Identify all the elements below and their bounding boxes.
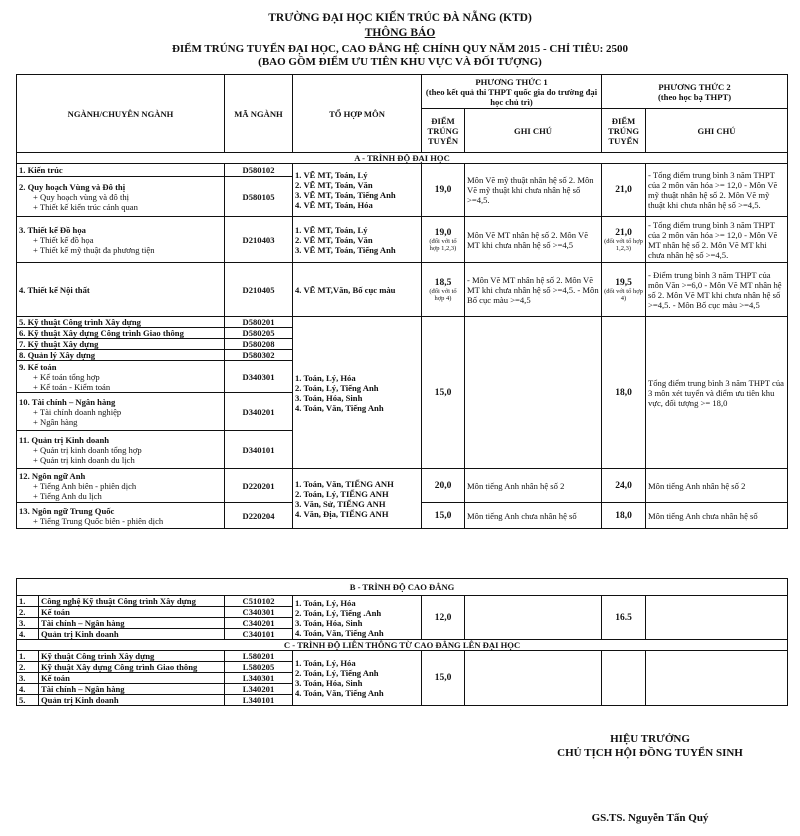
major-title: 11. Quản trị Kinh doanh bbox=[19, 434, 110, 445]
major-title: 3. Thiết kế Đồ họa bbox=[19, 224, 86, 235]
major-code: L340201 bbox=[225, 684, 293, 695]
subject-item: 4. Toán, Văn, Tiếng Anh bbox=[295, 688, 384, 698]
major-title: 10. Tài chính – Ngân hàng bbox=[19, 396, 116, 407]
subject-group bbox=[293, 596, 422, 640]
signer-name: GS.TS. Nguyễn Tấn Quý bbox=[591, 812, 709, 824]
col-subjects: TỔ HỢP MÔN bbox=[293, 75, 422, 153]
university-name: TRƯỜNG ĐẠI HỌC KIẾN TRÚC ĐÀ NẴNG (KTD) bbox=[268, 12, 532, 24]
subject-item: 3. VẼ MT, Toán, Tiếng Anh bbox=[295, 190, 396, 200]
note-method2: - Tổng điểm trung bình 3 năm THPT của 2 môn văn hóa >= 12,0 - Môn Vẽ MT nhân hệ số 2. Môn Vẽ MT khi chưa nhân hệ số >=4,5. bbox=[646, 217, 788, 263]
score-method1: 12,0 bbox=[422, 596, 465, 640]
note-method1: - Môn Vẽ MT nhân hệ số 2. Môn Vẽ MT khi chưa nhân hệ số >=4,5. - Môn Bố cục màu >=4,5 bbox=[465, 263, 602, 317]
major-code: D340301 bbox=[225, 361, 293, 393]
signer-role-council: CHỦ TỊCH HỘI ĐỒNG TUYỂN SINH bbox=[557, 747, 743, 759]
col-note1: GHI CHÚ bbox=[465, 109, 602, 153]
section-c-title: C - TRÌNH ĐỘ LIÊN THÔNG TỪ CAO ĐẲNG LÊN ĐẠI HỌC bbox=[17, 640, 788, 651]
score-method2: 18,0 bbox=[602, 317, 646, 469]
row-number: 2. bbox=[17, 662, 39, 673]
subject-item: 1. Toán, Lý, Hóa bbox=[295, 658, 356, 668]
score-method2: 18,0 bbox=[602, 503, 646, 529]
major-name: 5. Kỹ thuật Công trình Xây dựng bbox=[17, 317, 225, 328]
score-method2: 21,0 bbox=[602, 164, 646, 217]
method1-label: PHƯƠNG THỨC 1 bbox=[475, 76, 548, 87]
row-number: 1. bbox=[17, 651, 39, 662]
major-code: L340101 bbox=[225, 695, 293, 706]
signer-role-principal: HIỆU TRƯỞNG bbox=[610, 733, 690, 745]
specialization: + Thiết kế mỹ thuật đa phương tiện bbox=[33, 244, 155, 255]
subject-item: 2. Toán, Lý, TIẾNG ANH bbox=[295, 488, 389, 499]
col-score2: ĐIỂM TRÚNG TUYỂN bbox=[602, 109, 646, 153]
subject-item: 3. Toán, Hóa, Sinh bbox=[295, 617, 363, 628]
specialization: + Ngân hàng bbox=[33, 416, 78, 427]
col-note2: GHI CHÚ bbox=[646, 109, 788, 153]
row-number: 5. bbox=[17, 695, 39, 706]
major-code: C510102 bbox=[225, 596, 293, 607]
subject-item: 1. VẼ MT, Toán, Lý bbox=[295, 170, 368, 180]
section-b-title: B - TRÌNH ĐỘ CAO ĐẲNG bbox=[17, 579, 788, 596]
specialization: + Kế toán - Kiểm toán bbox=[33, 381, 111, 392]
major-code: L340301 bbox=[225, 673, 293, 684]
major-name: Kỹ thuật Công trình Xây dựng bbox=[39, 651, 225, 662]
subject-item: 3. Toán, Hóa, Sinh bbox=[295, 392, 363, 403]
score-method1: 20,0 bbox=[422, 469, 465, 503]
major-name: 7. Kỹ thuật Xây dựng bbox=[17, 339, 225, 350]
specialization: + Tài chính doanh nghiệp bbox=[33, 406, 122, 417]
major-code: D580201 bbox=[225, 317, 293, 328]
row-number: 1. bbox=[17, 596, 39, 607]
specialization: + Quy hoạch vùng và đô thị bbox=[33, 191, 130, 202]
major-name: 4. Thiết kế Nội thất bbox=[17, 263, 225, 317]
specialization: + Thiết kế kiến trúc cảnh quan bbox=[33, 201, 138, 212]
subject-item: 3. VẼ MT, Toán, Tiếng Anh bbox=[295, 244, 396, 255]
score-method2: 24,0 bbox=[602, 469, 646, 503]
major-title: 9. Kế toán bbox=[19, 361, 57, 372]
major-code: D340101 bbox=[225, 431, 293, 469]
subject-item: 3. Toán, Hóa, Sinh bbox=[295, 678, 363, 688]
document-title: ĐIỂM TRÚNG TUYỂN ĐẠI HỌC, CAO ĐẲNG HỆ CHÍNH QUY NĂM 2015 - CHỈ TIÊU: 2500 bbox=[171, 43, 629, 55]
major-code: D580302 bbox=[225, 350, 293, 361]
row-number: 3. bbox=[17, 673, 39, 684]
admission-table-university bbox=[16, 74, 788, 529]
subject-item: 4. VẼ MT, Toán, Hóa bbox=[295, 200, 373, 210]
col-code: MÃ NGÀNH bbox=[225, 75, 293, 153]
score-method1: 15,0 bbox=[422, 317, 465, 469]
subject-item: 2. Toán, Lý, Tiếng Anh bbox=[295, 668, 379, 678]
major-code: C340101 bbox=[225, 629, 293, 640]
major-code: D210403 bbox=[225, 217, 293, 263]
specialization: + Thiết kế đồ họa bbox=[33, 234, 94, 245]
note-method2: - Tổng điểm trung bình 3 năm THPT của 2 môn văn hóa >= 12,0 - Môn Vẽ mỹ thuật nhân hệ số 2. Môn Vẽ mỹ thuật khi chưa nhân hệ số >=4,5. bbox=[646, 164, 788, 217]
major-name bbox=[17, 393, 225, 431]
note-method1 bbox=[465, 317, 602, 469]
subject-item: 3. Văn, Sử, TIẾNG ANH bbox=[295, 498, 386, 509]
major-code: D580208 bbox=[225, 339, 293, 350]
score-value: 21,0 bbox=[615, 228, 632, 238]
major-code: D580102 bbox=[225, 164, 293, 177]
major-code: C340301 bbox=[225, 607, 293, 618]
notice-heading: THÔNG BÁO bbox=[364, 27, 436, 39]
major-name: Kế toán bbox=[39, 673, 225, 684]
note-method2: Môn tiếng Anh chưa nhân hệ số bbox=[646, 503, 788, 529]
subject-item: 4. Toán, Văn, Tiếng Anh bbox=[295, 627, 384, 638]
specialization: + Quản trị kinh doanh tổng hợp bbox=[33, 444, 142, 455]
note-method2: Tổng điểm trung bình 3 năm THPT của 3 môn xét tuyển và điểm ưu tiên khu vực, đối tượng >= 18,0 bbox=[646, 317, 788, 469]
row-number: 4. bbox=[17, 629, 39, 640]
subject-group bbox=[293, 317, 422, 469]
row-number: 4. bbox=[17, 684, 39, 695]
subject-item: 1. Toán, Lý, Hóa bbox=[295, 597, 356, 608]
method1-note: (theo kết quả thi THPT quốc gia do trường đại học chủ trì) bbox=[425, 86, 598, 107]
subject-group: 4. VẼ MT,Văn, Bố cục màu bbox=[293, 263, 422, 317]
major-name: Kế toán bbox=[39, 607, 225, 618]
major-title: 13. Ngôn ngữ Trung Quốc bbox=[19, 505, 115, 516]
major-name: Tài chính – Ngân hàng bbox=[39, 618, 225, 629]
col-method1 bbox=[422, 75, 602, 109]
note-method1: Môn tiếng Anh nhân hệ số 2 bbox=[465, 469, 602, 503]
subject-item: 2. VẼ MT, Toán, Văn bbox=[295, 234, 373, 245]
subject-group bbox=[293, 651, 422, 706]
col-major: NGÀNH/CHUYÊN NGÀNH bbox=[17, 75, 225, 153]
specialization: + Tiếng Anh biên - phiên dịch bbox=[33, 480, 137, 491]
score-method1: 15,0 bbox=[422, 651, 465, 706]
major-title: 2. Quy hoạch Vùng và Đô thị bbox=[19, 181, 126, 192]
score-condition: (đối với tổ hợp 1,2,3) bbox=[429, 238, 457, 252]
specialization: + Tiếng Anh du lịch bbox=[33, 490, 102, 501]
major-name: Quản trị Kinh doanh bbox=[39, 695, 225, 706]
score-value: 19,0 bbox=[434, 228, 452, 238]
major-code: D210405 bbox=[225, 263, 293, 317]
major-code: D340201 bbox=[225, 393, 293, 431]
document-subtitle: (BAO GỒM ĐIỂM ƯU TIÊN KHU VỰC VÀ ĐỐI TƯỢNG) bbox=[258, 56, 542, 68]
score-method2 bbox=[602, 651, 646, 706]
score-condition: (đối với tổ hợp 4) bbox=[429, 288, 457, 302]
note-method2: Môn tiếng Anh nhân hệ số 2 bbox=[646, 469, 788, 503]
score-condition: (đối với tổ hợp 4) bbox=[604, 288, 643, 302]
score-value: 18,5 bbox=[434, 278, 452, 288]
major-name: 8. Quản lý Xây dựng bbox=[17, 350, 225, 361]
note-method2: - Điểm trung bình 3 năm THPT của môn Văn >=6,0 - Môn Vẽ MT nhân hệ số 2. Môn Vẽ MT khi chưa nhân hệ số >=4,5. - Môn Bố cục màu >=4,5 bbox=[646, 263, 788, 317]
score-method2 bbox=[602, 263, 646, 317]
subject-group bbox=[293, 469, 422, 529]
note-method1: Môn tiếng Anh chưa nhân hệ số bbox=[465, 503, 602, 529]
major-name bbox=[17, 177, 225, 217]
major-code: D580205 bbox=[225, 328, 293, 339]
subject-item: 4. Toán, Văn, Tiếng Anh bbox=[295, 402, 384, 413]
major-name bbox=[17, 469, 225, 503]
col-score1: ĐIỂM TRÚNG TUYỂN bbox=[422, 109, 465, 153]
admission-table-college bbox=[16, 578, 788, 706]
subject-item: 2. Toán, Lý, Tiếng .Anh bbox=[295, 607, 382, 618]
major-code: D220201 bbox=[225, 469, 293, 503]
subject-item: 1. Toán, Văn, TIẾNG ANH bbox=[295, 478, 394, 489]
major-name: Quản trị Kinh doanh bbox=[39, 629, 225, 640]
major-title: 12. Ngôn ngữ Anh bbox=[19, 470, 86, 481]
subject-group bbox=[293, 217, 422, 263]
row-number: 3. bbox=[17, 618, 39, 629]
row-number: 2. bbox=[17, 607, 39, 618]
score-method1 bbox=[422, 263, 465, 317]
score-value: 19,5 bbox=[615, 278, 632, 288]
note-method2 bbox=[646, 651, 788, 706]
note-method1 bbox=[465, 651, 602, 706]
subject-item: 2. Toán, Lý, Tiếng Anh bbox=[295, 382, 379, 393]
method2-label: PHƯƠNG THỨC 2 bbox=[658, 81, 731, 92]
note-method1: Môn Vẽ mỹ thuật nhân hệ số 2. Môn Vẽ mỹ thuật khi chưa nhân hệ số >=4,5. bbox=[465, 164, 602, 217]
subject-item: 4. Văn, Địa, TIẾNG ANH bbox=[295, 508, 389, 519]
major-name: Kỹ thuật Xây dựng Công trình Giao thông bbox=[39, 662, 225, 673]
major-code: D220204 bbox=[225, 503, 293, 529]
score-method1: 19,0 bbox=[422, 164, 465, 217]
major-name: 1. Kiến trúc bbox=[17, 164, 225, 177]
score-method2: 16.5 bbox=[602, 596, 646, 640]
major-code: D580105 bbox=[225, 177, 293, 217]
note-method1: Môn Vẽ MT nhân hệ số 2. Môn Vẽ MT khi chưa nhân hệ số >=4,5 bbox=[465, 217, 602, 263]
specialization: + Quản trị kinh doanh du lịch bbox=[33, 454, 135, 465]
subject-item: 1. VẼ MT, Toán, Lý bbox=[295, 224, 368, 235]
major-code: L580201 bbox=[225, 651, 293, 662]
specialization: + Tiếng Trung Quốc biên - phiên dịch bbox=[33, 515, 164, 526]
major-name: 6. Kỹ thuật Xây dựng Công trình Giao thông bbox=[17, 328, 225, 339]
major-name bbox=[17, 503, 225, 529]
subject-item: 2. VẼ MT, Toán, Văn bbox=[295, 180, 373, 190]
specialization: + Kế toán tổng hợp bbox=[33, 371, 100, 382]
col-method2 bbox=[602, 75, 788, 109]
score-condition: (đối với tổ hợp 1,2,3) bbox=[604, 238, 643, 252]
major-name bbox=[17, 217, 225, 263]
method2-note: (theo học bạ THPT) bbox=[657, 91, 732, 102]
subject-group bbox=[293, 164, 422, 217]
subject-item: 1. Toán, Lý, Hóa bbox=[295, 372, 356, 383]
major-name: Tài chính – Ngân hàng bbox=[39, 684, 225, 695]
major-name bbox=[17, 361, 225, 393]
major-code: L580205 bbox=[225, 662, 293, 673]
note-method1 bbox=[465, 596, 602, 640]
major-code: C340201 bbox=[225, 618, 293, 629]
section-a-title: A - TRÌNH ĐỘ ĐẠI HỌC bbox=[17, 153, 788, 164]
score-method2 bbox=[602, 217, 646, 263]
note-method2 bbox=[646, 596, 788, 640]
major-name: Công nghệ Kỹ thuật Công trình Xây dựng bbox=[39, 596, 225, 607]
score-method1: 15,0 bbox=[422, 503, 465, 529]
score-method1 bbox=[422, 217, 465, 263]
major-name bbox=[17, 431, 225, 469]
